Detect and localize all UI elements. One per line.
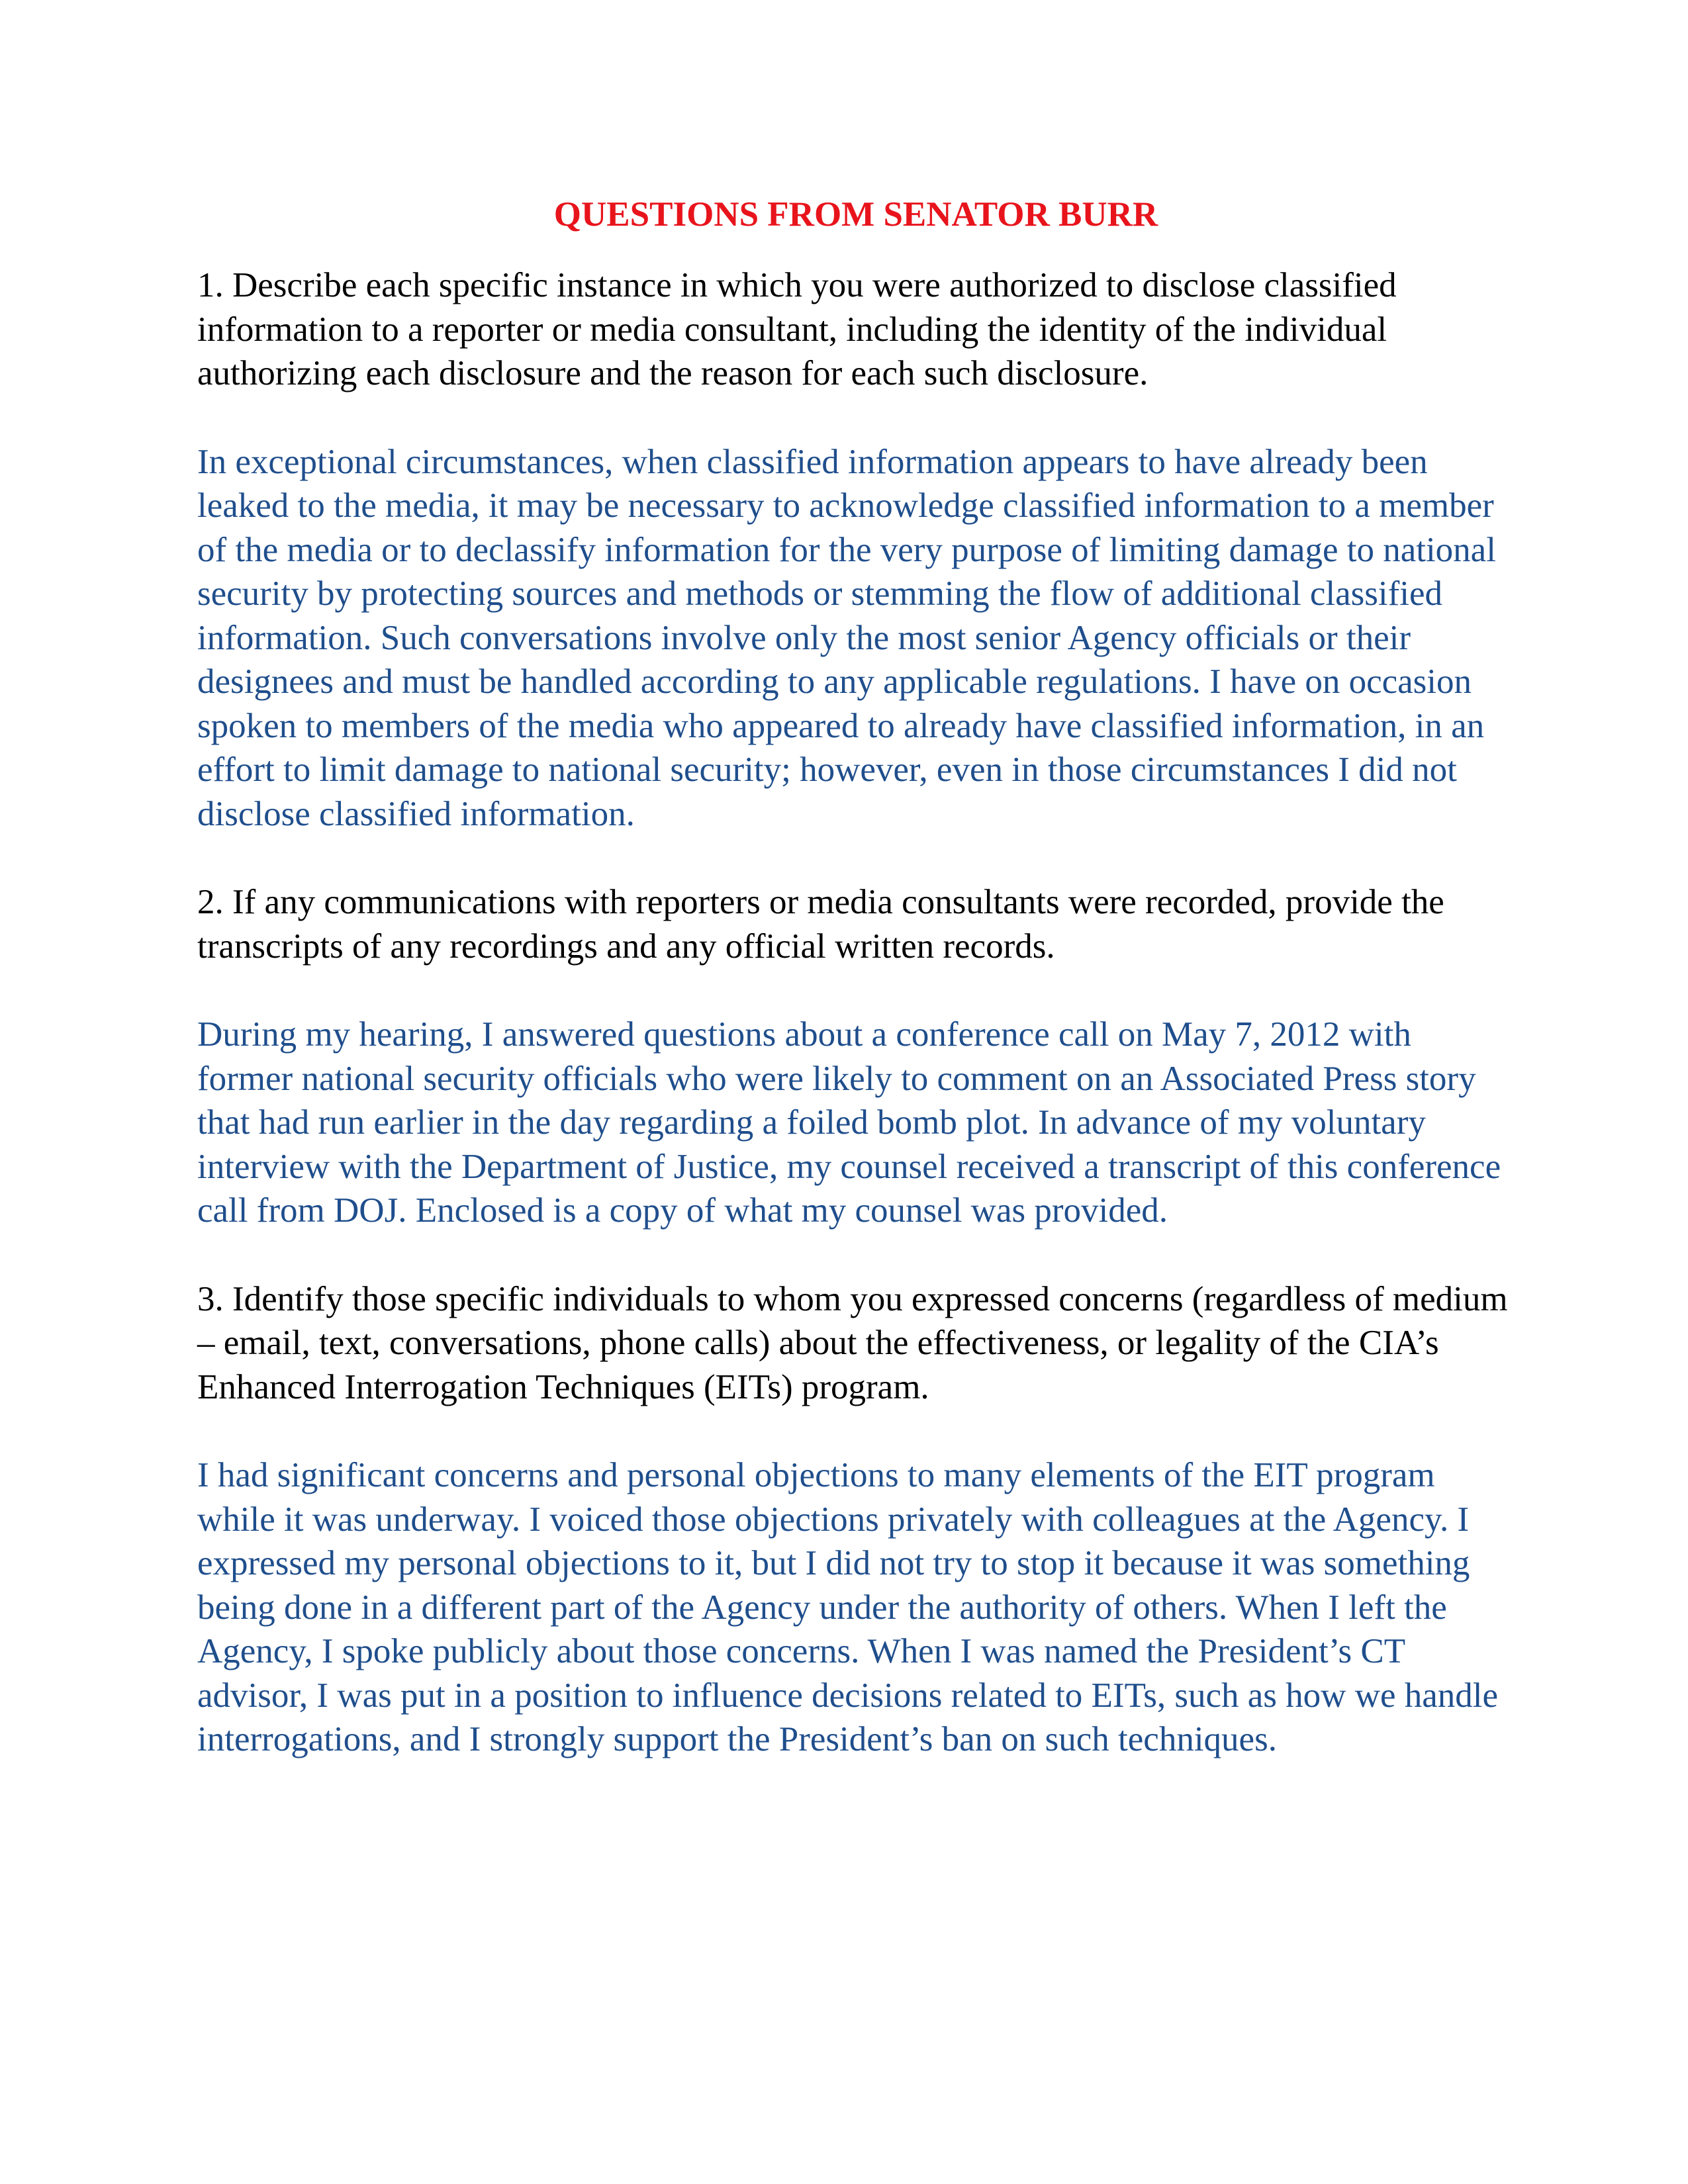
document-title: QUESTIONS FROM SENATOR BURR — [553, 195, 1158, 234]
question-1: 1. Describe each specific instance in which you were authorized to disclose classified information to a reporter or media consultant, including the identity of the individual authorizing each disclosure and the reason for each such disclosure. — [197, 266, 1397, 392]
question-3: 3. Identify those specific individuals to whom you expressed concerns (regardless of medium – email, text, conversations, phone calls) about the effectiveness, or legality of the CIA’s Enhanced Interrogation Techniques (EITs) program. — [197, 1279, 1508, 1406]
answer-1: In exceptional circumstances, when classified information appears to have already been leaked to the media, it may be necessary to acknowledge classified information to a member of the media or to declassify information for the very purpose of limiting damage to national security by protecting sources and methods or stemming the flow of additional classified information. Such conversations involve only the most senior Agency officials or their designees and must be handled according to any applicable regulations. I have on occasion spoken to members of the media who appeared to already have classified information, in an effort to limit damage to national security; however, even in those circumstances I did not disclose classified information. — [197, 442, 1496, 833]
answer-2: During my hearing, I answered questions about a conference call on May 7, 2012 with former national security officials who were likely to comment on an Associated Press story that had run earlier in the day regarding a foiled bomb plot. In advance of my voluntary interview with the Department of Justice, my counsel received a transcript of this conference call from DOJ. Enclosed is a copy of what my counsel was provided. — [197, 1015, 1501, 1230]
question-2: 2. If any communications with reporters or media consultants were recorded, provide the transcripts of any recordings and any official written records. — [197, 883, 1444, 966]
answer-3: I had significant concerns and personal objections to many elements of the EIT program while it was underway. I voiced those objections privately with colleagues at the Agency. I expressed my personal objections to it, but I did not try to stop it because it was something being done in a different part of the Agency under the authority of others. When I left the Agency, I spoke publicly about those concerns. When I was named the President’s CT advisor, I was put in a position to influence decisions related to EITs, such as how we handle interrogations, and I strongly support the President’s ban on such techniques. — [197, 1456, 1499, 1758]
document-page — [197, 192, 1515, 1806]
